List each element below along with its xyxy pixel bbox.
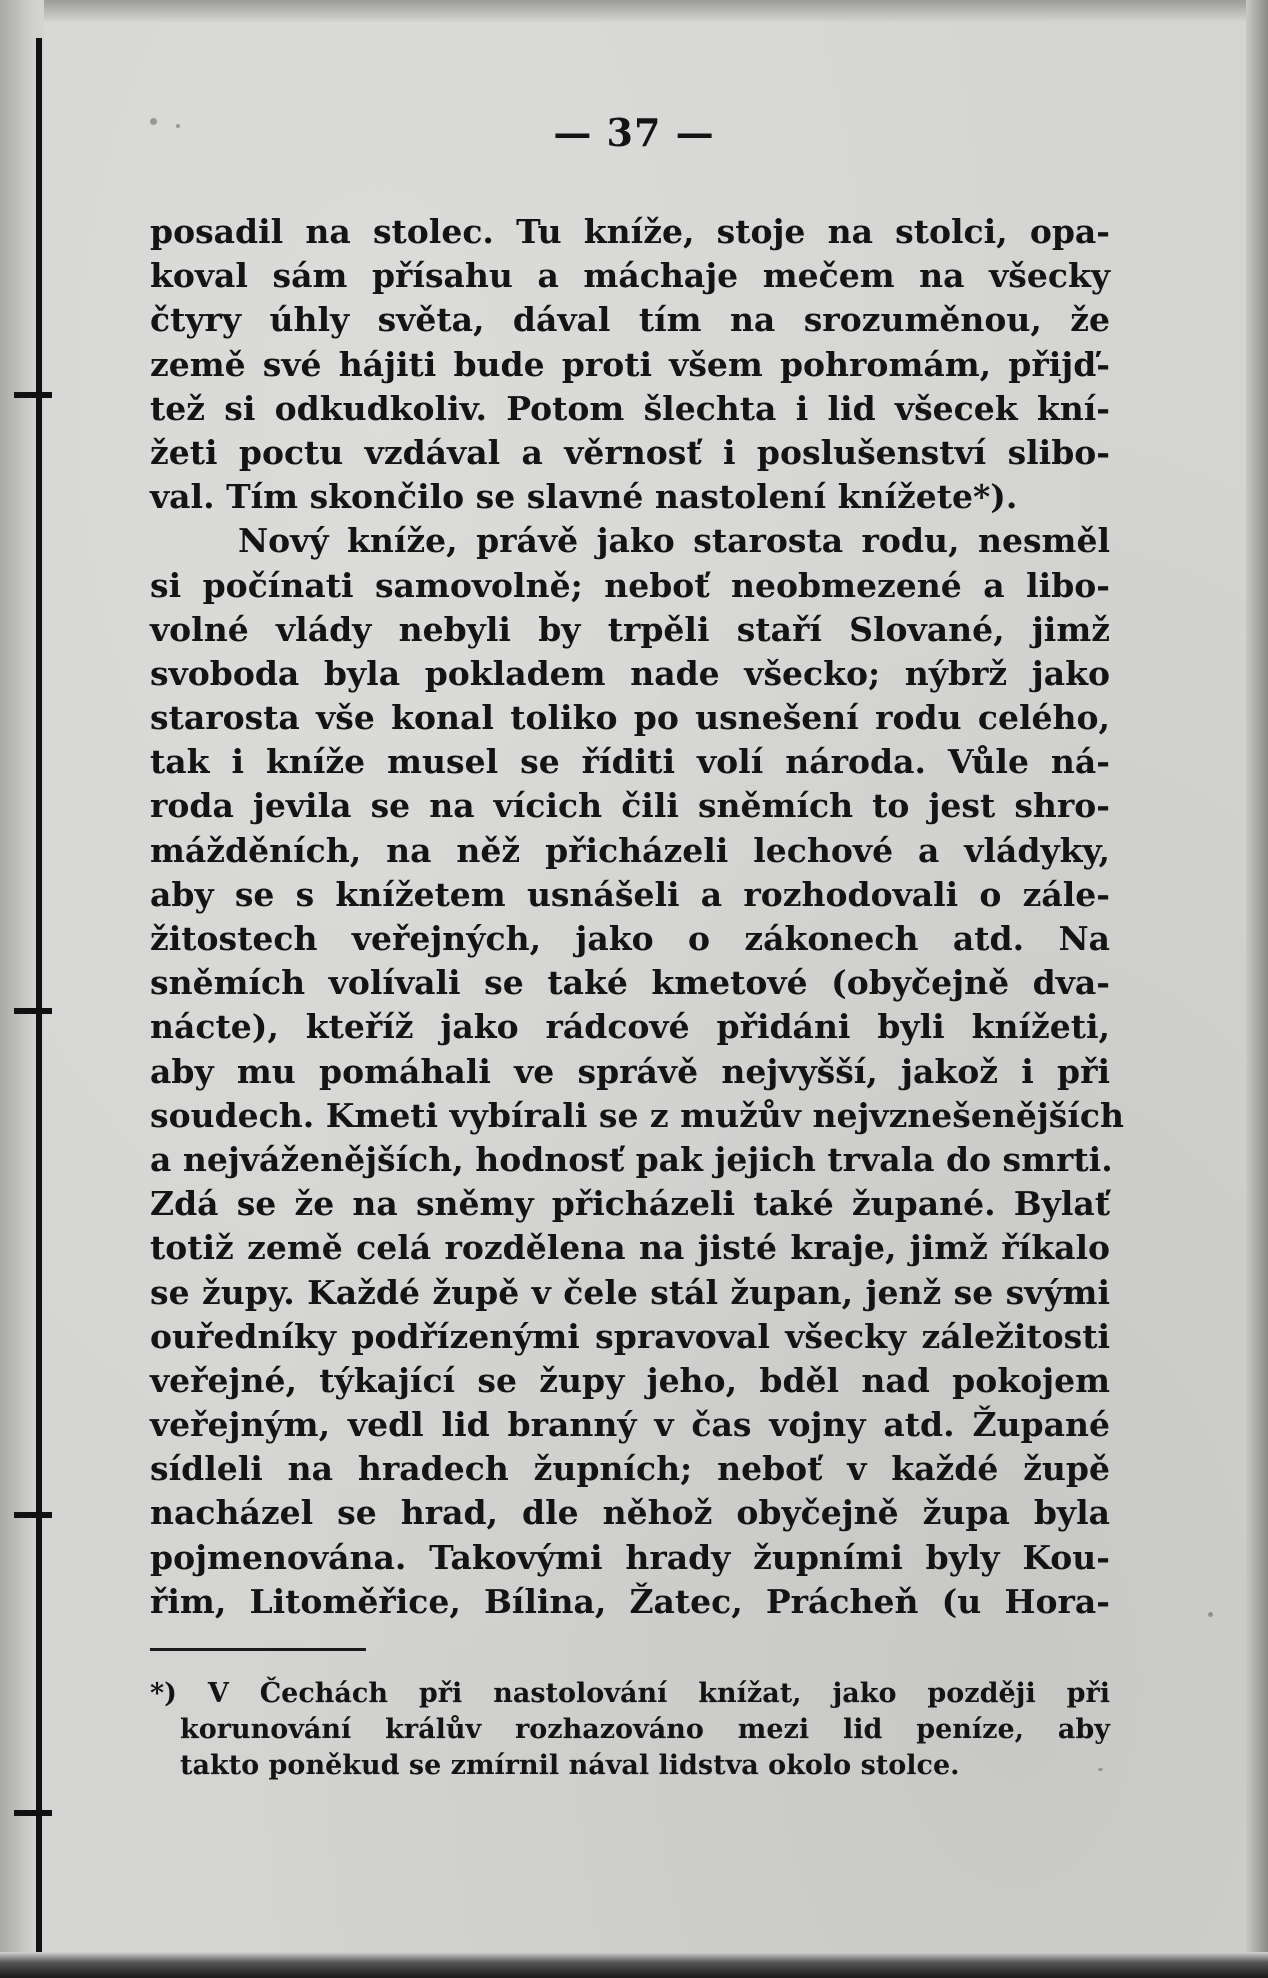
text-line: Zdá se že na sněmy přicházeli také župané. Bylať: [150, 1184, 1110, 1224]
text-line: sněmích volívali se také kmetové (obyčejně dva-: [150, 963, 1110, 1003]
footnote-line: *) V Čechách při nastolování knížat, jako později při: [150, 1678, 1110, 1709]
text-line: totiž země celá rozdělena na jisté kraje, jimž říkalo: [150, 1228, 1110, 1268]
footnote: [150, 1676, 1110, 1784]
binding-line: [36, 38, 42, 1953]
text-line: koval sám přísahu a máchaje mečem na všecky: [150, 256, 1110, 296]
text-line: tak i kníže musel se říditi volí národa. Vůle ná-: [150, 742, 1110, 782]
text-line: Nový kníže, právě jako starosta rodu, nesměl: [238, 521, 1110, 561]
text-line: pojmenována. Takovými hrady župními byly Kou-: [150, 1537, 1110, 1577]
text-line: nácte), kteříž jako rádcové přidáni byli knížeti,: [150, 1007, 1110, 1047]
binding-mark: [14, 1810, 52, 1816]
text-line: aby mu pomáhali ve správě nejvyšší, jakož i při: [150, 1051, 1110, 1091]
text-line: volné vlády nebyli by trpěli staří Slované, jimž: [150, 609, 1110, 649]
text-line: ouředníky podřízenými spravoval všecky záležitosti: [150, 1316, 1110, 1356]
text-line: žeti poctu vzdával a věrnosť i poslušenství slibo-: [150, 432, 1110, 472]
text-line: aby se s knížetem usnášeli a rozhodovali o zále-: [150, 874, 1110, 914]
text-line: země své hájiti bude proti všem pohromám, přijď-: [150, 344, 1110, 384]
text-line: veřejným, vedl lid branný v čas vojny atd. Župané: [150, 1405, 1110, 1445]
footnote-line: korunování králův rozhazováno mezi lid peníze, aby: [180, 1714, 1110, 1745]
page-bottom-edge: [0, 1952, 1268, 1978]
text-line: svoboda byla pokladem nade všecko; nýbrž jako: [150, 653, 1110, 693]
text-line: starosta vše konal toliko po usnešení rodu celého,: [150, 698, 1110, 738]
text-line: řim, Litoměřice, Bílina, Žatec, Prácheň (u Hora-: [150, 1581, 1110, 1621]
text-line: nacházel se hrad, dle něhož obyčejně župa byla: [150, 1493, 1110, 1533]
text-line: soudech. Kmeti vybírali se z mužův nejvznešenějších: [150, 1095, 1124, 1135]
print-speck: [1208, 1612, 1213, 1617]
page-right-edge: [1246, 0, 1268, 1978]
page-top-edge: [0, 0, 1268, 22]
footnote-rule: [150, 1648, 366, 1651]
text-line: posadil na stolec. Tu kníže, stoje na stolci, opa-: [150, 212, 1110, 251]
text-line: val. Tím skončilo se slavné nastolení knížete*).: [150, 477, 1018, 517]
page-number: — 37 —: [553, 110, 715, 155]
text-line: a nejváženějších, hodnosť pak jejich trvala do smrti.: [150, 1139, 1113, 1179]
binding-mark: [14, 1008, 52, 1014]
binding-mark: [14, 392, 52, 398]
footnote-line: takto poněkud se zmírnil nával lidstva okolo stolce.: [180, 1750, 960, 1781]
text-line: sídleli na hradech župních; neboť v každé župě: [150, 1449, 1110, 1489]
text-line: se župy. Každé župě v čele stál župan, jenž se svými: [150, 1272, 1110, 1312]
text-line: mážděních, na něž přicházeli lechové a vládyky,: [150, 830, 1110, 870]
text-line: tež si odkudkoliv. Potom šlechta i lid všecek kní-: [150, 388, 1110, 428]
text-line: si počínati samovolně; neboť neobmezené a libo-: [150, 565, 1110, 605]
text-line: veřejné, týkající se župy jeho, bděl nad pokojem: [150, 1360, 1110, 1400]
text-line: čtyry úhly světa, dával tím na srozuměnou, že: [150, 300, 1110, 340]
body-text: [150, 210, 1124, 1624]
text-line: žitostech veřejných, jako o zákonech atd. Na: [150, 919, 1110, 958]
binding-mark: [14, 1512, 52, 1518]
text-line: roda jevila se na vícich čili sněmích to jest shro-: [150, 786, 1110, 826]
